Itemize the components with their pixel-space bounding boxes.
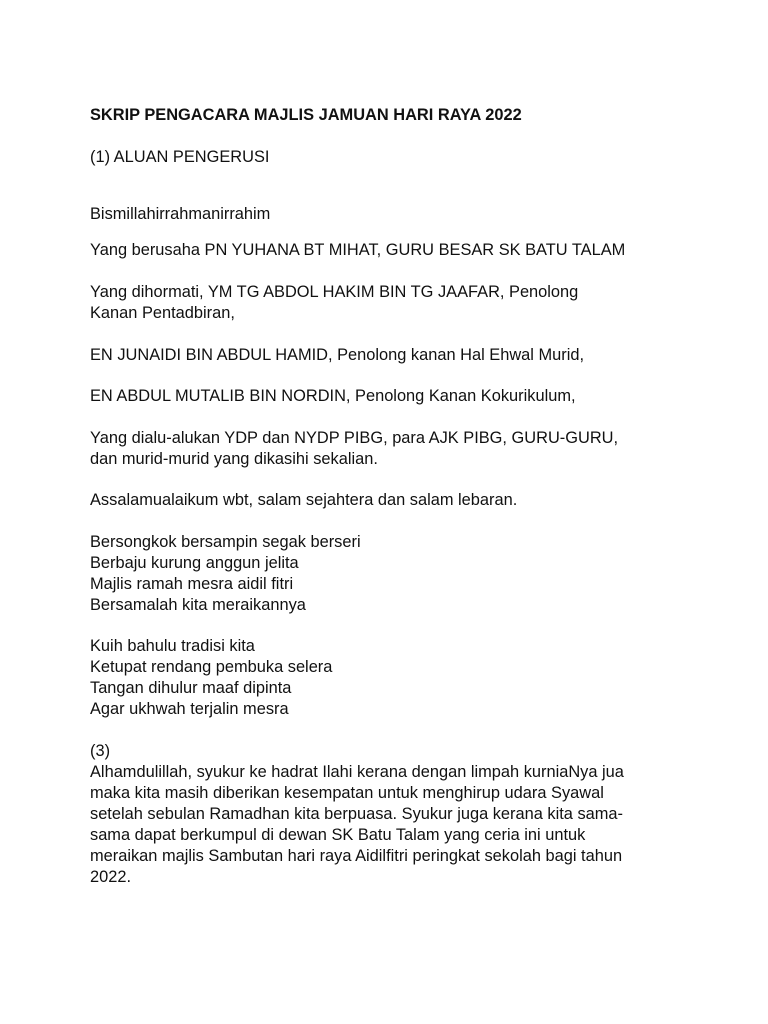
document-title: SKRIP PENGACARA MAJLIS JAMUAN HARI RAYA 2022	[90, 106, 522, 124]
greeting-hem: EN JUNAIDI BIN ABDUL HAMID, Penolong kanan Hal Ehwal Murid,	[90, 346, 585, 364]
section-3-line-4: sama dapat berkumpul di dewan SK Batu Talam yang ceria ini untuk	[90, 826, 586, 844]
pantun-1-line-2: Berbaju kurung anggun jelita	[90, 554, 299, 572]
greeting-headmaster: Yang berusaha PN YUHANA BT MIHAT, GURU BESAR SK BATU TALAM	[90, 241, 626, 259]
greeting-pibg-line-1: Yang dialu-alukan YDP dan NYDP PIBG, para AJK PIBG, GURU-GURU,	[90, 429, 619, 447]
greeting-kokurikulum: EN ABDUL MUTALIB BIN NORDIN, Penolong Kanan Kokurikulum,	[90, 387, 576, 405]
pantun-1-line-1: Bersongkok bersampin segak berseri	[90, 533, 361, 551]
section-3-line-6: 2022.	[90, 868, 132, 886]
pantun-2-line-4: Agar ukhwah terjalin mesra	[90, 700, 289, 718]
section-1-heading: (1) ALUAN PENGERUSI	[90, 148, 270, 166]
section-3-heading: (3)	[90, 742, 111, 760]
section-3-line-1: Alhamdulillah, syukur ke hadrat Ilahi kerana dengan limpah kurniaNya jua	[90, 763, 624, 781]
pantun-1-line-3: Majlis ramah mesra aidil fitri	[90, 575, 294, 593]
bismillah-line: Bismillahirrahmanirrahim	[90, 205, 271, 223]
salam-line: Assalamualaikum wbt, salam sejahtera dan salam lebaran.	[90, 491, 518, 509]
greeting-admin-line-1: Yang dihormati, YM TG ABDOL HAKIM BIN TG JAAFAR, Penolong	[90, 283, 579, 301]
pantun-2-line-3: Tangan dihulur maaf dipinta	[90, 679, 292, 697]
pantun-2-line-2: Ketupat rendang pembuka selera	[90, 658, 333, 676]
section-3-line-3: setelah sebulan Ramadhan kita berpuasa. Syukur juga kerana kita sama-	[90, 805, 624, 823]
section-3-line-5: meraikan majlis Sambutan hari raya Aidilfitri peringkat sekolah bagi tahun	[90, 847, 623, 865]
pantun-1-line-4: Bersamalah kita meraikannya	[90, 596, 306, 614]
greeting-admin-line-2: Kanan Pentadbiran,	[90, 304, 235, 322]
greeting-pibg-line-2: dan murid-murid yang dikasihi sekalian.	[90, 450, 378, 468]
pantun-2-line-1: Kuih bahulu tradisi kita	[90, 637, 255, 655]
section-3-line-2: maka kita masih diberikan kesempatan untuk menghirup udara Syawal	[90, 784, 604, 802]
